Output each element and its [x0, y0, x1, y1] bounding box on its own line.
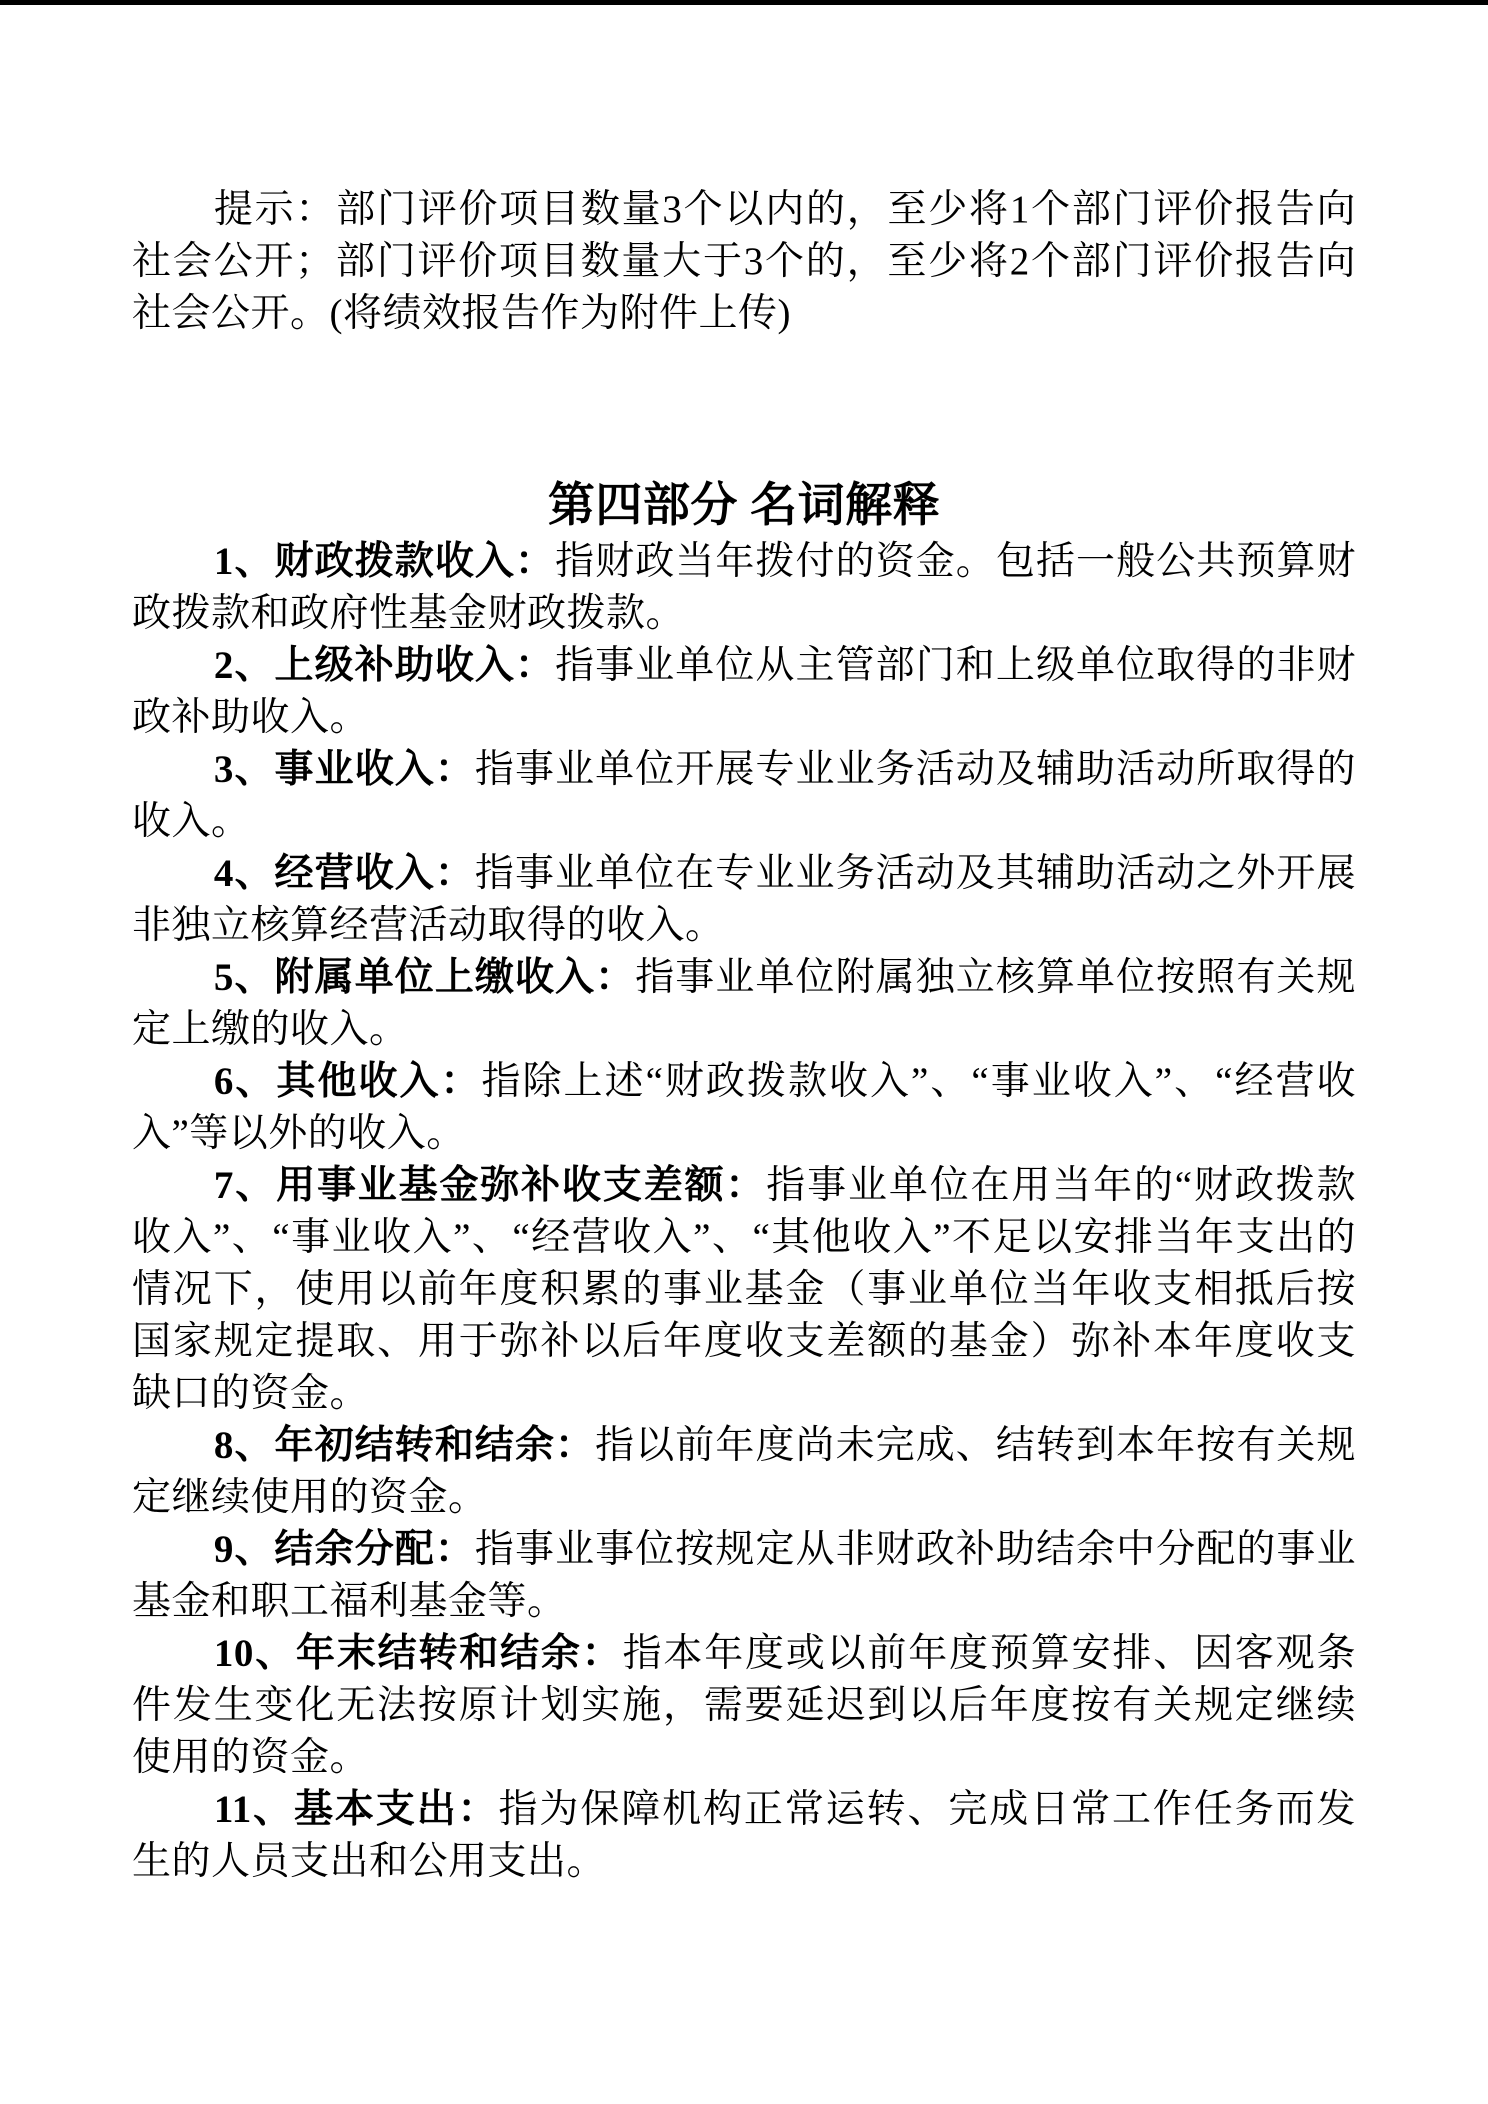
term-definition: 指事业单位从主管部门和上级单位取得的非财政补助收入。: [132, 644, 1356, 739]
term-item-9: [132, 1524, 1356, 1628]
term-label: 4、经营收入：: [213, 852, 475, 895]
term-definition: 指事业单位在用当年的“财政拨款收入”、“事业收入”、“经营收入”、“其他收入”不足以安排当年支出的情况下，使用以前年度积累的事业基金（事业单位当年收支相抵后按国家规定提取、用于弥补以后年度收支差额的基金）弥补本年度收支缺口的资金。: [132, 1164, 1356, 1415]
term-label: 2、上级补助收入：: [213, 644, 556, 687]
term-definition: 指事业单位附属独立核算单位按照有关规定上缴的收入。: [132, 956, 1356, 1051]
term-label: 8、年初结转和结余：: [213, 1424, 596, 1467]
term-item-5: [132, 952, 1356, 1056]
term-item-4: [132, 848, 1356, 952]
term-definition: 指事业单位在专业业务活动及其辅助活动之外开展非独立核算经营活动取得的收入。: [132, 852, 1356, 947]
term-item-2: [132, 640, 1356, 744]
term-definition: 指为保障机构正常运转、完成日常工作任务而发生的人员支出和公用支出。: [132, 1788, 1356, 1883]
term-label: 6、其他收入：: [213, 1060, 482, 1103]
term-item-8: [132, 1420, 1356, 1524]
term-label: 10、年末结转和结余：: [213, 1632, 623, 1675]
terms-list: [132, 536, 1356, 1888]
term-label: 7、用事业基金弥补收支差额：: [213, 1164, 767, 1207]
term-definition: 指财政当年拨付的资金。包括一般公共预算财政拨款和政府性基金财政拨款。: [132, 540, 1356, 635]
term-label: 5、附属单位上缴收入：: [213, 956, 636, 999]
term-label: 1、财政拨款收入：: [213, 540, 556, 583]
term-definition: 指除上述“财政拨款收入”、“事业收入”、“经营收入”等以外的收入。: [132, 1060, 1356, 1155]
notice-paragraph: 提示：部门评价项目数量3个以内的，至少将1个部门评价报告向社会公开；部门评价项目数量大于3个的，至少将2个部门评价报告向社会公开。(将绩效报告作为附件上传): [132, 188, 1356, 335]
term-item-3: [132, 744, 1356, 848]
term-item-1: [132, 536, 1356, 640]
term-item-10: [132, 1628, 1356, 1784]
term-definition: 指本年度或以前年度预算安排、因客观条件发生变化无法按原计划实施，需要延迟到以后年度按有关规定继续使用的资金。: [132, 1632, 1356, 1779]
term-label: 11、基本支出：: [213, 1788, 499, 1831]
term-label: 9、结余分配：: [213, 1528, 475, 1571]
term-label: 3、事业收入：: [213, 748, 475, 791]
term-definition: 指事业单位开展专业业务活动及辅助活动所取得的收入。: [132, 748, 1356, 843]
term-item-6: [132, 1056, 1356, 1160]
term-item-7: [132, 1160, 1356, 1420]
term-definition: 指事业事位按规定从非财政补助结余中分配的事业基金和职工福利基金等。: [132, 1528, 1356, 1623]
section-title: 第四部分 名词解释: [547, 480, 941, 532]
term-definition: 指以前年度尚未完成、结转到本年按有关规定继续使用的资金。: [132, 1424, 1356, 1519]
term-item-11: [132, 1784, 1356, 1888]
